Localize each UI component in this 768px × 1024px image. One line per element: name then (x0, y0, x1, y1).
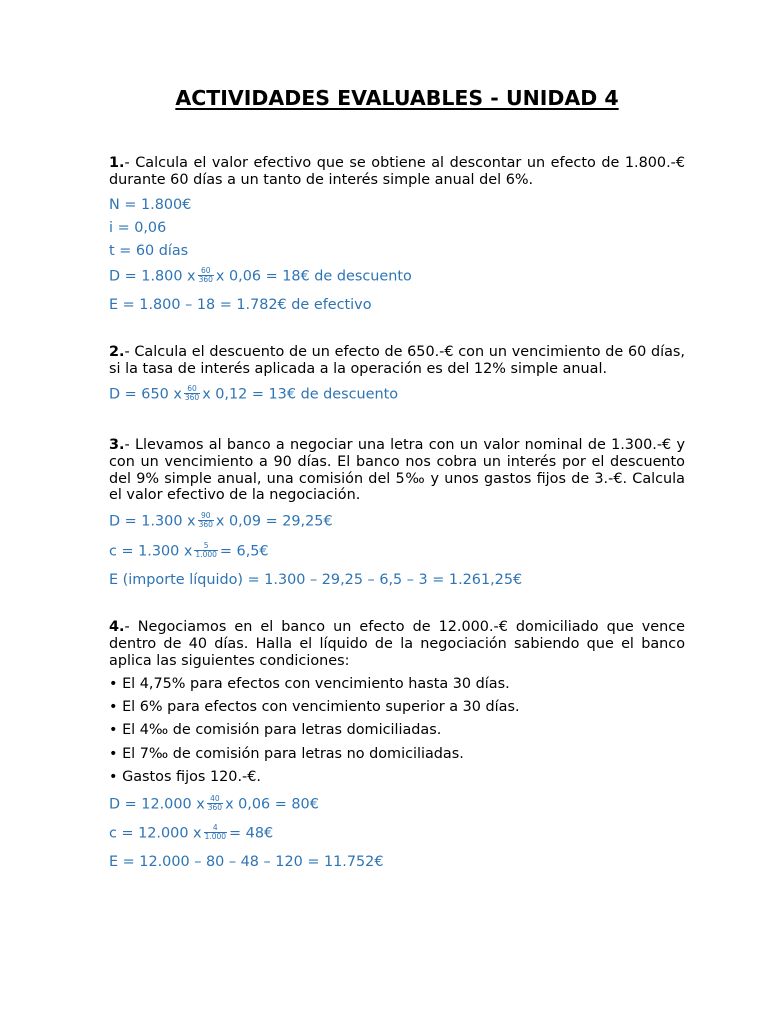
exercise-1-answer-e: E = 1.800 – 18 = 1.782€ de efectivo (109, 297, 372, 313)
condition-item: • Gastos fijos 120.-€. (109, 769, 261, 785)
fraction-denominator: 360 (207, 803, 223, 812)
exercise-3-number: 3. (109, 437, 125, 453)
fraction-numerator: 4 (204, 824, 227, 833)
formula-prefix: D = 1.800 x (109, 268, 196, 285)
formula-prefix: D = 12.000 x (109, 796, 205, 813)
condition-item: • El 4,75% para efectos con vencimiento hasta 30 días. (109, 676, 510, 692)
condition-item: • El 6% para efectos con vencimiento superior a 30 días. (109, 699, 520, 715)
fraction-numerator: 5 (194, 542, 217, 551)
formula-suffix: x 0,06 = 18€ de descuento (215, 268, 412, 285)
document-title: ACTIVIDADES EVALUABLES - UNIDAD 4 (175, 86, 619, 110)
exercise-2-answer-d (109, 386, 398, 408)
exercise-3-answer-c (109, 543, 269, 565)
fraction-numerator: 40 (207, 795, 223, 804)
formula-prefix: c = 1.300 x (109, 543, 193, 560)
exercise-4-answer-e: E = 12.000 – 80 – 48 – 120 = 11.752€ (109, 854, 384, 870)
fraction (204, 824, 227, 841)
exercise-2-text: - Calcula el descuento de un efecto de 650.-€ con un vencimiento de 60 días, si la tasa de interés aplicada a la operación es del 12% simple anual. (109, 344, 685, 377)
exercise-1-number: 1. (109, 155, 125, 171)
fraction (194, 542, 217, 559)
exercise-1-answer-t: t = 60 días (109, 243, 189, 259)
exercise-4-answer-d (109, 796, 319, 818)
exercise-3-answer-e: E (importe líquido) = 1.300 – 29,25 – 6,5 – 3 = 1.261,25€ (109, 572, 523, 588)
fraction (198, 512, 214, 529)
fraction-numerator: 60 (198, 267, 214, 276)
exercise-4-text: - Negociamos en el banco un efecto de 12.000.-€ domiciliado que vence dentro de 40 días. Halla el líquido de la negociación sabiendo que el banco aplica las siguientes condiciones: (109, 619, 685, 669)
formula-prefix: D = 650 x (109, 386, 182, 403)
formula-suffix: = 48€ (229, 825, 274, 842)
exercise-3-statement (109, 437, 685, 504)
condition-item: • El 4‰ de comisión para letras domiciliadas. (109, 722, 442, 738)
exercise-4-answer-c (109, 825, 273, 847)
fraction-denominator: 1.000 (195, 550, 217, 559)
exercise-3-answer-d (109, 513, 333, 535)
fraction (207, 795, 223, 812)
exercise-4-number: 4. (109, 619, 125, 635)
exercise-1-text: - Calcula el valor efectivo que se obtiene al descontar un efecto de 1.800.-€ durante 60 días a un tanto de interés simple anual del 6%. (109, 155, 685, 188)
fraction-numerator: 90 (198, 512, 214, 521)
fraction-denominator: 360 (198, 520, 213, 529)
exercise-1-statement (109, 155, 685, 189)
exercise-2-statement (109, 344, 685, 378)
exercise-1-answer-i: i = 0,06 (109, 220, 167, 236)
exercise-4-statement (109, 619, 685, 669)
formula-prefix: D = 1.300 x (109, 513, 196, 530)
fraction-denominator: 1.000 (204, 832, 227, 841)
formula-suffix: x 0,06 = 80€ (225, 796, 319, 813)
formula-suffix: x 0,12 = 13€ de descuento (202, 386, 399, 403)
formula-suffix: x 0,09 = 29,25€ (215, 513, 333, 530)
exercise-2-number: 2. (109, 344, 125, 360)
exercise-1-answer-n: N = 1.800€ (109, 197, 192, 213)
exercise-1-answer-d (109, 268, 412, 290)
exercise-3-text: - Llevamos al banco a negociar una letra con un valor nominal de 1.300.-€ y con un vencimiento a 90 días. El banco nos cobra un interés por el descuento del 9% simple anual, una comisión del 5‰ y unos gastos fijos de 3.-€. Calcula el valor efectivo de la negociación. (109, 437, 685, 504)
formula-suffix: = 6,5€ (219, 543, 269, 560)
formula-prefix: c = 12.000 x (109, 825, 202, 842)
fraction-denominator: 360 (198, 275, 213, 284)
condition-item: • El 7‰ de comisión para letras no domiciliadas. (109, 746, 464, 762)
fraction (184, 385, 200, 402)
fraction-numerator: 60 (184, 385, 200, 394)
fraction (198, 267, 214, 284)
fraction-denominator: 360 (184, 393, 200, 402)
